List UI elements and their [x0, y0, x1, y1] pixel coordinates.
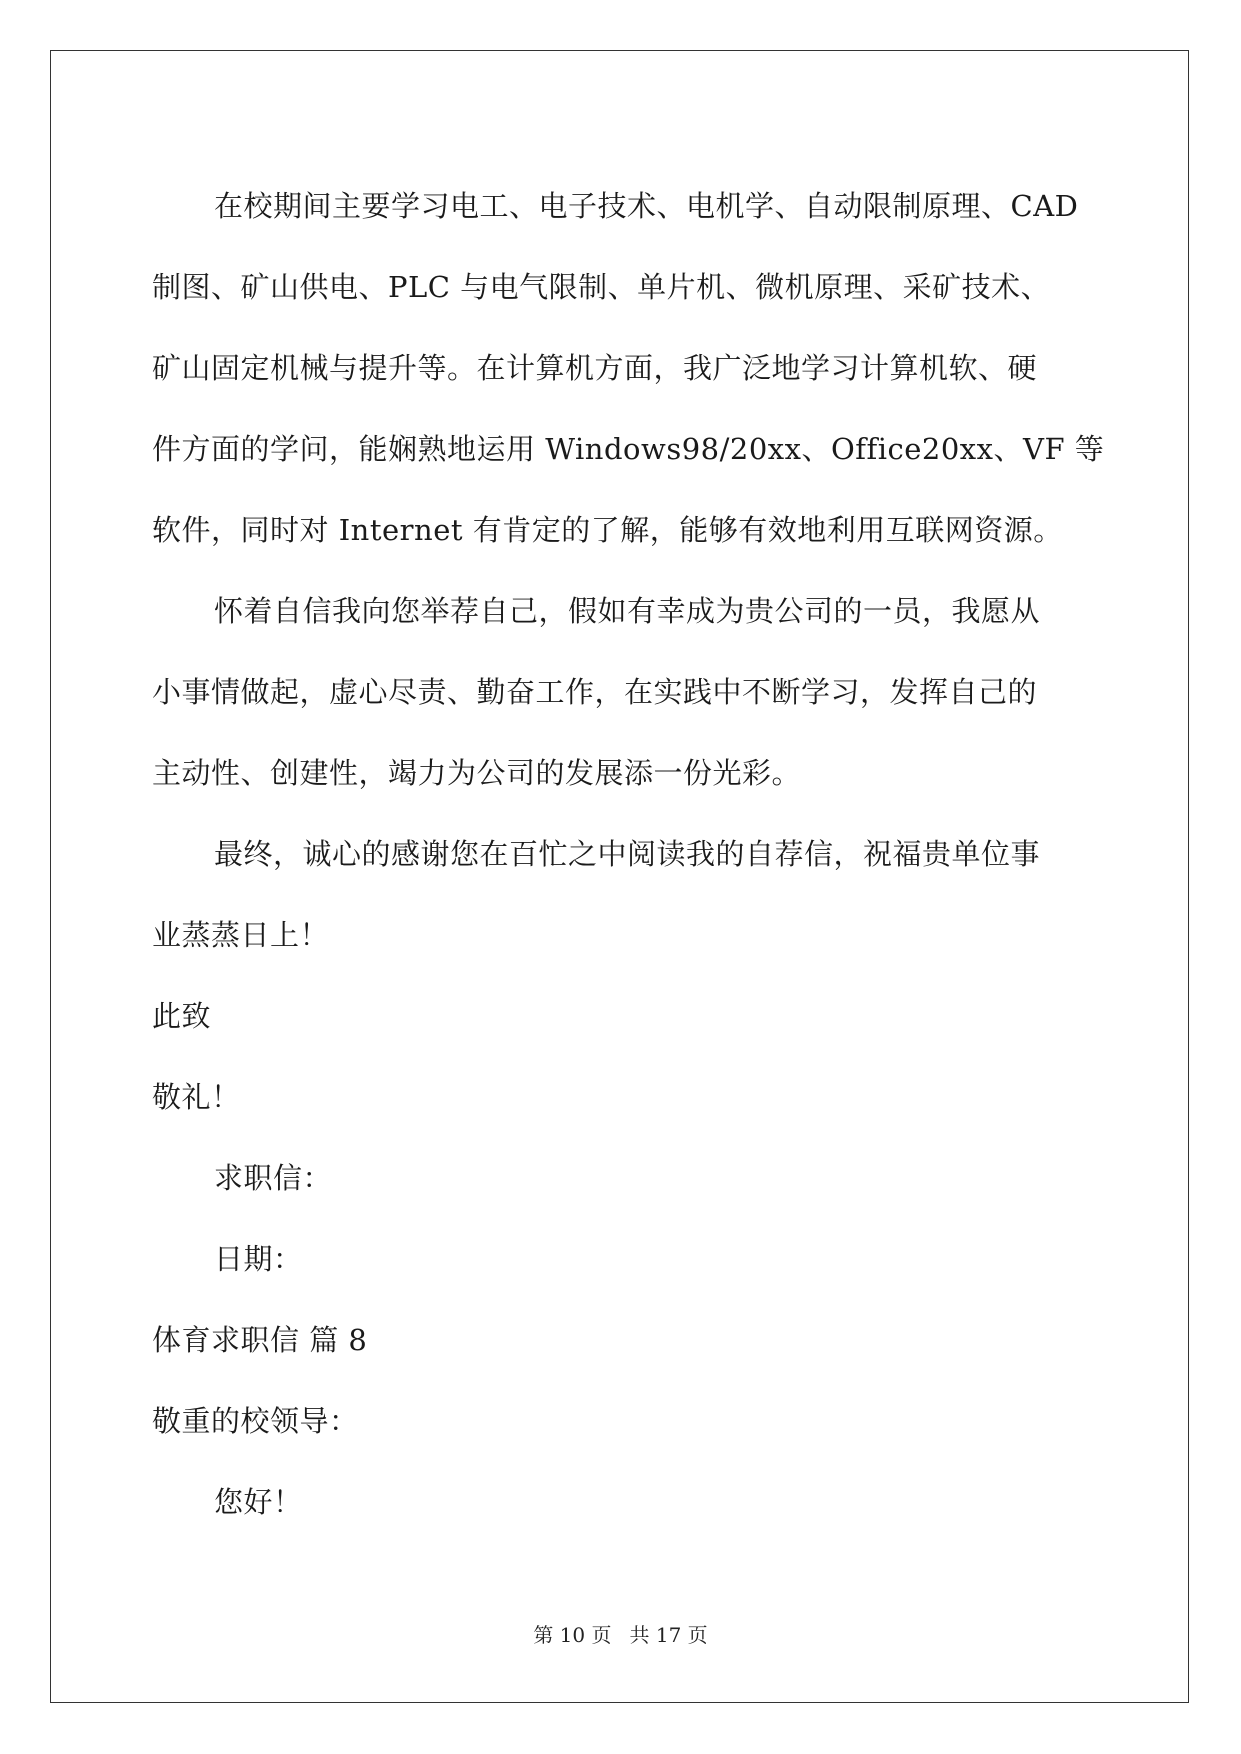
text-line: 业蒸蒸日上！: [152, 918, 330, 952]
document-body: [152, 166, 1105, 1543]
closing-salutation: 此致: [152, 999, 212, 1033]
signature-line: 求职信：: [214, 1161, 333, 1195]
date-line: 日期：: [214, 1242, 303, 1276]
text-line: 软件，同时对 Internet 有肯定的了解，能够有效地利用互联网资源。: [152, 513, 1063, 547]
letter-greeting: 敬重的校领导：: [152, 1404, 359, 1438]
text-line: 主动性、创建性，竭力为公司的发展添一份光彩。: [152, 756, 802, 790]
letter-salutation: 您好！: [214, 1485, 303, 1519]
text-line: 在校期间主要学习电工、电子技术、电机学、自动限制原理、CAD: [214, 189, 1079, 223]
page-footer: [0, 1619, 1241, 1648]
page-total: 共 17 页: [629, 1623, 708, 1647]
text-line: 件方面的学问，能娴熟地运用 Windows98/20xx、Office20xx、VF 等: [152, 432, 1105, 466]
text-line: 矿山固定机械与提升等。在计算机方面，我广泛地学习计算机软、硬: [152, 351, 1038, 385]
text-line: 最终，诚心的感谢您在百忙之中阅读我的自荐信，祝福贵单位事: [214, 837, 1041, 871]
section-heading: 体育求职信 篇 8: [152, 1323, 368, 1357]
text-line: 制图、矿山供电、PLC 与电气限制、单片机、微机原理、采矿技术、: [152, 270, 1051, 304]
text-line: 小事情做起，虚心尽责、勤奋工作，在实践中不断学习，发挥自己的: [152, 675, 1038, 709]
page-number: 第 10 页: [533, 1623, 612, 1647]
text-line: 怀着自信我向您举荐自己，假如有幸成为贵公司的一员，我愿从: [214, 594, 1041, 628]
closing-regards: 敬礼！: [152, 1080, 241, 1114]
